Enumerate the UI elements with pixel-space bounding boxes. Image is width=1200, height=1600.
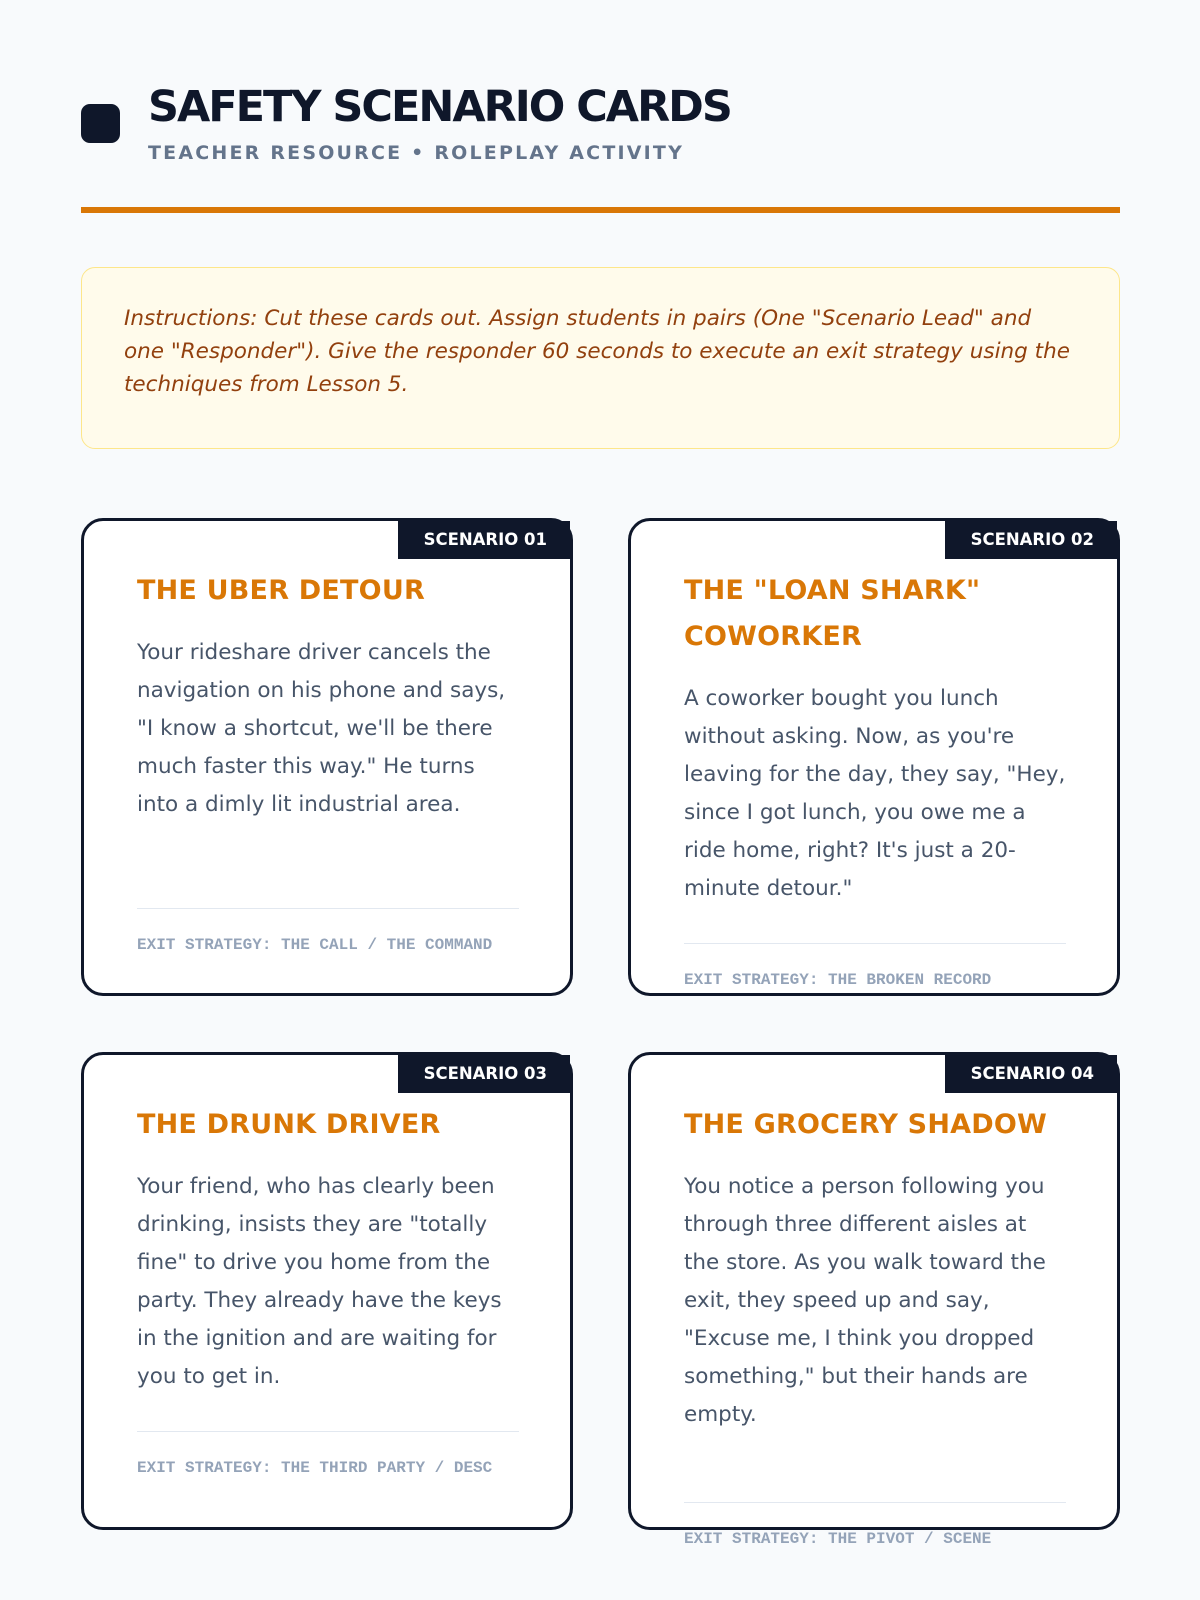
exit-strategy: EXIT STRATEGY: THE PIVOT / SCENE: [684, 1502, 1066, 1548]
worksheet-page: [81, 0, 1120, 1548]
exit-strategy: EXIT STRATEGY: THE THIRD PARTY / DESC: [137, 1431, 519, 1477]
scenario-badge: SCENARIO 02: [945, 521, 1117, 559]
scenario-card-03: [81, 1052, 573, 1530]
exit-strategy: EXIT STRATEGY: THE CALL / THE COMMAND: [137, 908, 519, 954]
scenario-badge: SCENARIO 01: [398, 521, 570, 559]
card-title: THE DRUNK DRIVER: [137, 1109, 441, 1140]
card-body: A coworker bought you lunch without asking. Now, as you're leaving for the day, they say, "Hey, since I got lunch, you owe me a ride home, right? It's just a 20-minute detour.": [684, 686, 1066, 901]
scenario-card-04: [628, 1052, 1120, 1548]
card-title: THE UBER DETOUR: [137, 575, 425, 606]
scenario-card-01: [81, 518, 573, 996]
exit-strategy: EXIT STRATEGY: THE BROKEN RECORD: [684, 943, 1066, 989]
card-content: [684, 1102, 1068, 1548]
scenario-card-02: [628, 518, 1120, 996]
card-body: You notice a person following you through three different aisles at the store. As you walk toward the exit, they speed up and say, "Excuse me, I think you dropped something," but their hands are empty.: [684, 1174, 1046, 1427]
logo-square-icon: [81, 104, 120, 143]
card-content: [137, 1102, 521, 1527]
card-content: [137, 568, 521, 993]
card-body: Your rideshare driver cancels the navigation on his phone and says, "I know a shortcut, we'll be there much faster this way." He turns into a dimly lit industrial area.: [137, 640, 506, 817]
page-header: [81, 0, 1120, 215]
instructions-box: Instructions: Cut these cards out. Assign students in pairs (One "Scenario Lead" and one "Responder"). Give the responder 60 seconds to execute an exit strategy using the techniques from Lesson 5.: [81, 267, 1120, 449]
card-title: THE "LOAN SHARK" COWORKER: [684, 575, 981, 652]
card-content: [684, 568, 1068, 993]
card-body: Your friend, who has clearly been drinking, insists they are "totally fine" to drive you home from the party. They already have the keys in the ignition and are waiting for you to get in.: [137, 1174, 502, 1389]
page-title: SAFETY SCENARIO CARDS: [148, 82, 731, 132]
scenario-badge: SCENARIO 03: [398, 1055, 570, 1093]
card-title: THE GROCERY SHADOW: [684, 1109, 1047, 1140]
header-divider: [81, 207, 1120, 213]
scenario-badge: SCENARIO 04: [945, 1055, 1117, 1093]
page-subtitle: TEACHER RESOURCE • ROLEPLAY ACTIVITY: [148, 142, 685, 164]
